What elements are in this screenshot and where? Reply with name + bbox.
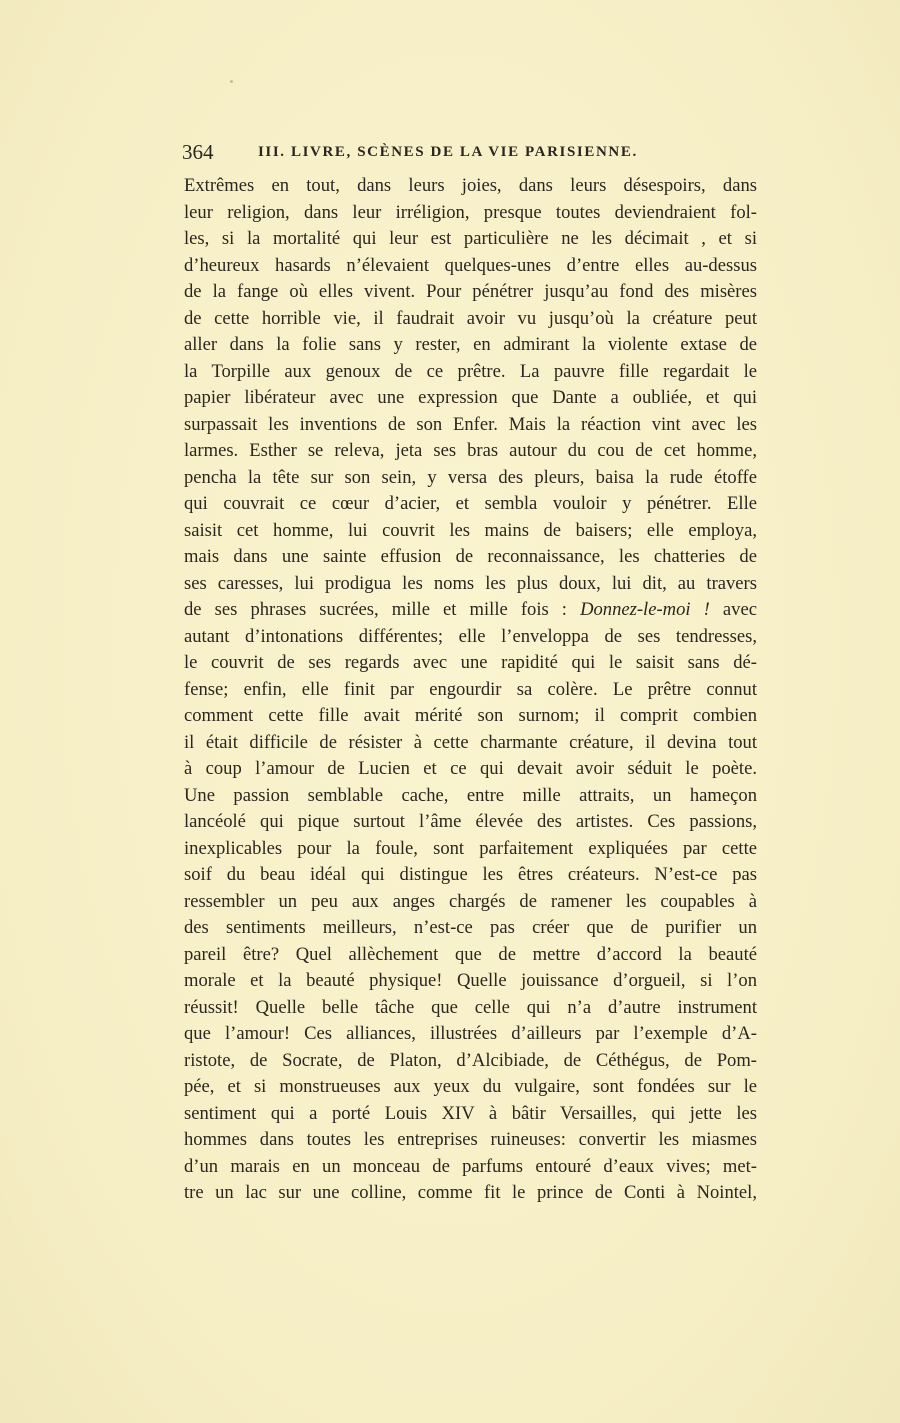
text-line: réussit! Quelle belle tâche que celle qui n’a d’autre instrument: [184, 996, 757, 1018]
text-line: papier libérateur avec une expression que Dante a oubliée, et qui: [184, 387, 757, 408]
text-line: la Torpille aux genoux de ce prêtre. La pauvre fille regardait le: [184, 360, 757, 382]
text-line: à coup l’amour de Lucien et ce qui devait avoir séduit le poète.: [184, 758, 757, 779]
text-line: soif du beau idéal qui distingue les êtres créateurs. N’est-ce pas: [184, 864, 757, 885]
paper-speck: [230, 80, 233, 83]
text-line: que l’amour! Ces alliances, illustrées d’ailleurs par l’exemple d’A-: [184, 1023, 757, 1044]
text-line: il était difficile de résister à cette charmante créature, il devina tout: [184, 731, 757, 753]
text-line: pencha la tête sur son sein, y versa des pleurs, baisa la rude étoffe: [184, 466, 757, 488]
text-line: de la fange où elles vivent. Pour pénétrer jusqu’au fond des misères: [184, 281, 757, 302]
text-line: ristote, de Socrate, de Platon, d’Alcibiade, de Céthégus, de Pom-: [184, 1049, 757, 1071]
text-segment: avec: [709, 599, 757, 620]
text-line: pareil être? Quel allèchement que de mettre d’accord la beauté: [184, 943, 757, 965]
text-line: fense; enfin, elle finit par engourdir sa colère. Le prêtre connut: [184, 678, 757, 700]
text-line: autant d’intonations différentes; elle l’enveloppa de ses tendresses,: [184, 625, 757, 647]
text-line: des sentiments meilleurs, n’est-ce pas créer que de purifier un: [184, 917, 757, 938]
text-line: qui couvrait ce cœur d’acier, et sembla vouloir y pénétrer. Elle: [184, 493, 757, 514]
text-line: larmes. Esther se releva, jeta ses bras autour du cou de cet homme,: [184, 440, 757, 461]
text-line: ressembler un peu aux anges chargés de ramener les coupables à: [184, 890, 757, 912]
text-line: comment cette fille avait mérité son surnom; il comprit combien: [184, 705, 757, 726]
text-line: Une passion semblable cache, entre mille attraits, un hameçon: [184, 784, 757, 806]
text-line: ses caresses, lui prodigua les noms les plus doux, lui dit, au travers: [184, 572, 757, 594]
text-line: d’un marais en un monceau de parfums entouré d’eaux vives; met-: [184, 1155, 757, 1177]
text-line: Extrêmes en tout, dans leurs joies, dans leurs désespoirs, dans: [184, 175, 757, 196]
text-line: [184, 597, 757, 624]
text-line: de cette horrible vie, il faudrait avoir vu jusqu’où la créature peut: [184, 307, 757, 329]
italic-phrase: Donnez-le-moi !: [580, 599, 710, 620]
text-line: hommes dans toutes les entreprises ruineuses: convertir les miasmes: [184, 1129, 757, 1150]
text-line: sentiment qui a porté Louis XIV à bâtir Versailles, qui jette les: [184, 1102, 757, 1124]
text-line: le couvrit de ses regards avec une rapidité qui le saisit sans dé-: [184, 652, 757, 673]
text-line: saisit cet homme, lui couvrit les mains de baisers; elle employa,: [184, 519, 757, 541]
body-text: [184, 173, 757, 1207]
page-number: 364: [182, 140, 214, 164]
running-title: III. LIVRE, SCÈNES DE LA VIE PARISIENNE.: [258, 144, 638, 160]
text-line: morale et la beauté physique! Quelle jouissance d’orgueil, si l’on: [184, 970, 757, 991]
text-line: leur religion, dans leur irréligion, presque toutes deviendraient fol-: [184, 201, 757, 223]
text-line: d’heureux hasards n’élevaient quelques-unes d’entre elles au-dessus: [184, 254, 757, 276]
text-line: surpassait les inventions de son Enfer. Mais la réaction vint avec les: [184, 413, 757, 435]
text-line: tre un lac sur une colline, comme fit le prince de Conti à Nointel,: [184, 1182, 757, 1203]
text-line: mais dans une sainte effusion de reconnaissance, les chatteries de: [184, 546, 757, 567]
text-line: aller dans la folie sans y rester, en admirant la violente extase de: [184, 334, 757, 355]
page-header: [182, 140, 757, 166]
text-line: inexplicables pour la foule, sont parfaitement expliquées par cette: [184, 837, 757, 859]
text-line: lancéolé qui pique surtout l’âme élevée des artistes. Ces passions,: [184, 811, 757, 832]
text-line: les, si la mortalité qui leur est particulière ne les décimait , et si: [184, 228, 757, 249]
text-segment: de ses phrases sucrées, mille et mille fois :: [184, 599, 581, 620]
text-line: pée, et si monstrueuses aux yeux du vulgaire, sont fondées sur le: [184, 1076, 757, 1097]
